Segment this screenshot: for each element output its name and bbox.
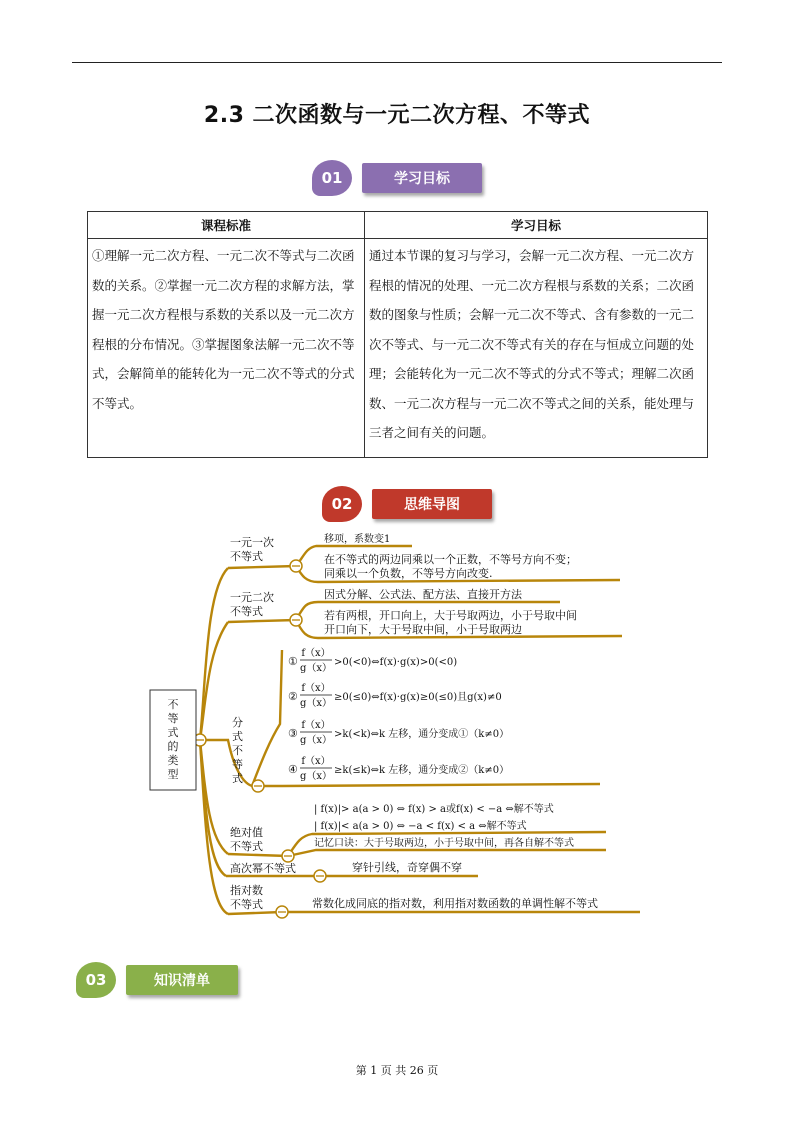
branch-label-linear: 不等式 [230,550,263,563]
svg-text:等: 等 [232,758,243,771]
underline-quadratic [228,620,296,622]
fraction-item-1 [288,647,457,674]
branch-label-highpower: 高次幂不等式 [230,862,296,875]
svg-text:式: 式 [232,772,243,785]
branch-label-quadratic: 不等式 [230,605,263,618]
svg-text:②: ② [288,690,298,703]
section-number: 03 [76,962,116,998]
underline-logexp [228,912,282,914]
mindmap-item: 同乘以一个负数，不等号方向改变. [324,567,493,580]
section-number: 02 [322,486,362,522]
svg-text:>k(<k)⇔k 左移，通分变成①（k≠0）: >k(<k)⇔k 左移，通分变成①（k≠0） [334,729,510,740]
standards-cell: ①理解一元二次方程、一元二次不等式与二次函数的关系。②掌握一元二次方程的求解方法，掌握一元二次方程根与系数的关系以及一元二次方程根的分布情况。③掌握图象法解一元二次不等式，会解简单的能转化为一元二次不等式的分式不等式。 [88,239,365,458]
svg-text:型: 型 [167,768,179,781]
mindmap-item: 穿针引线，奇穿偶不穿 [352,861,462,874]
mindmap-item: | f(x)|> a(a > 0) ⇔ f(x) > a或f(x) < −a ⇔解不等式 [314,804,554,815]
mindmap-item: 在不等式的两边同乘以一个正数，不等号方向不变； [324,553,577,566]
branch-label-quadratic: 一元二次 [230,591,274,604]
fraction-spine [252,650,282,786]
svg-text:f（x）: f（x） [301,756,331,767]
mindmap-item: 因式分解、公式法、配方法、直接开方法 [324,588,522,601]
svg-text:f（x）: f（x） [301,648,331,659]
trunk-to-fraction [200,740,252,786]
page-footer: 第 1 页 共 26 页 [355,1064,439,1077]
svg-text:不: 不 [167,698,179,711]
mindmap-item: 若有两根，开口向上，大于号取两边，小于号取中间 [324,609,577,622]
svg-text:不: 不 [232,744,243,757]
branch-label-logexp: 不等式 [230,898,263,911]
svg-text:g（x）: g（x） [299,663,333,674]
trunk-to-logexp [200,740,228,914]
svg-text:等: 等 [167,712,179,725]
document-title: 2.3 二次函数与一元二次方程、不等式 [203,103,591,128]
mindmap-item: 移项，系数变1 [324,534,391,545]
branch-label-logexp: 指对数 [230,884,263,897]
fraction-item-4 [288,755,509,782]
underline-linear [228,566,296,568]
svg-text:④: ④ [288,763,298,776]
mindmap-item: 开口向下，大于号取中间，小于号取两边 [324,623,522,636]
line-absolute-2 [288,850,606,856]
line-fraction-base [282,784,600,786]
section-number: 01 [312,160,352,196]
branch-label-fraction [232,715,243,785]
svg-text:≥0(≤0)⇔f(x)·g(x)≥0(≤0)且g(x)≠0: ≥0(≤0)⇔f(x)·g(x)≥0(≤0)且g(x)≠0 [334,692,502,703]
svg-text:f（x）: f（x） [301,683,331,694]
svg-text:①: ① [288,655,298,668]
branch-label-absolute: 不等式 [230,840,263,853]
svg-text:g（x）: g（x） [299,735,333,746]
header-goals: 学习目标 [365,212,708,239]
section-label: 学习目标 [362,163,482,193]
header-standards: 课程标准 [88,212,365,239]
fraction-item-3 [288,719,509,746]
svg-text:g（x）: g（x） [299,698,333,709]
svg-text:式: 式 [232,730,243,743]
branch-label-absolute: 绝对值 [230,826,263,839]
section-label: 知识清单 [126,965,238,995]
svg-text:g（x）: g（x） [299,771,333,782]
fraction-item-2 [288,682,502,709]
svg-text:>0(<0)⇔f(x)·g(x)>0(<0): >0(<0)⇔f(x)·g(x)>0(<0) [334,657,458,668]
section-label: 思维导图 [372,489,492,519]
svg-text:f（x）: f（x） [301,720,331,731]
mindmap-root-label [168,698,179,781]
svg-text:的: 的 [167,740,179,753]
mindmap-item: 常数化成同底的指对数，利用指对数函数的单调性解不等式 [312,897,598,910]
mindmap-item: | f(x)|< a(a > 0) ⇔ −a < f(x) < a ⇔解不等式 [314,821,527,832]
mindmap-item: 记忆口诀：大于号取两边，小于号取中间，再各自解不等式 [314,838,574,849]
svg-text:式: 式 [167,726,179,739]
goals-cell: 通过本节课的复习与学习，会解一元二次方程、一元二次方程根的情况的处理、一元二次方程根与系数的关系；二次函数的图象与性质；会解一元二次不等式、含有参数的一元二次不等式、与一元二次不等式有关的存在与恒成立问题的处理；会能转化为一元二次不等式的分式不等式；理解二次函数、一元二次方程与一元二次不等式之间的关系，能处理与三者之间有关的问题。 [365,239,708,458]
branch-label-linear: 一元一次 [230,536,274,549]
underline-absolute [228,854,288,856]
svg-text:类: 类 [167,754,179,767]
svg-text:③: ③ [288,727,298,740]
svg-text:分: 分 [232,716,243,729]
svg-text:≥k(≤k)⇔k 左移，通分变成②（k≠0）: ≥k(≤k)⇔k 左移，通分变成②（k≠0） [334,765,510,776]
